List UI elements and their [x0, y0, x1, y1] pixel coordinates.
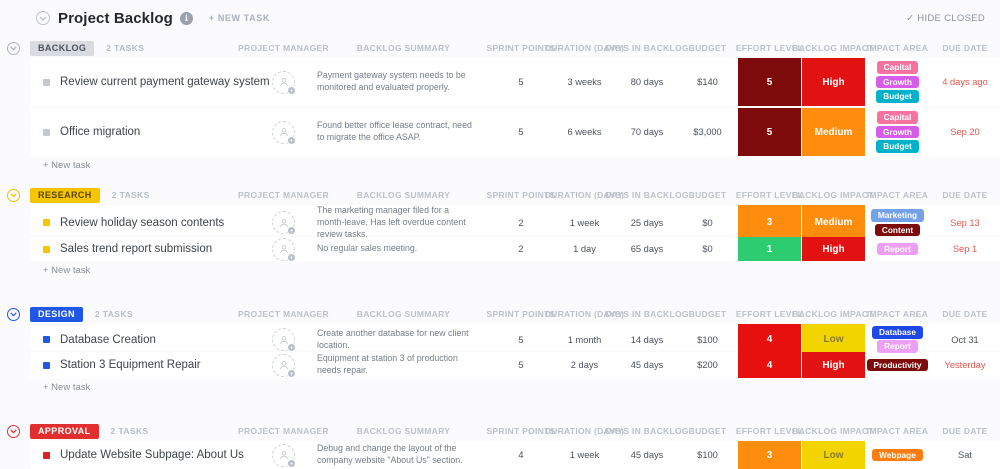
- impact-area-cell[interactable]: [865, 108, 930, 156]
- backlog-summary-cell[interactable]: Payment gateway system needs to be monitored and evaluated properly.: [317, 70, 466, 92]
- project-manager-cell[interactable]: [250, 324, 317, 355]
- effort-level-cell[interactable]: 4: [738, 352, 801, 378]
- backlog-impact-cell[interactable]: Medium: [801, 205, 865, 241]
- group-collapse-icon[interactable]: [7, 425, 20, 438]
- budget-cell[interactable]: $100: [697, 334, 718, 345]
- task-row[interactable]: [30, 205, 1000, 239]
- impact-area-tag[interactable]: Webpage: [872, 449, 923, 462]
- impact-area-tag[interactable]: Budget: [876, 90, 919, 103]
- backlog-impact-cell[interactable]: High: [801, 352, 865, 378]
- group-header: [30, 40, 1000, 56]
- task-name[interactable]: Database Creation: [60, 333, 156, 346]
- task-status-square[interactable]: [43, 246, 50, 253]
- impact-area-tag[interactable]: Report: [877, 243, 918, 256]
- column-header-project-manager[interactable]: PROJECT MANAGER: [238, 426, 329, 436]
- backlog-summary-cell[interactable]: Create another database for new client location.: [317, 327, 469, 350]
- impact-area-cell[interactable]: [865, 237, 930, 261]
- days-in-backlog-cell[interactable]: 80 days: [630, 77, 664, 87]
- add-task-link[interactable]: + New task: [43, 265, 91, 276]
- group-name-badge[interactable]: BACKLOG: [30, 41, 94, 56]
- column-header-effort-level[interactable]: EFFORT LEVEL: [735, 43, 804, 53]
- column-header-budget[interactable]: BUDGET: [688, 426, 727, 436]
- task-row[interactable]: [30, 108, 1000, 156]
- add-assignee-icon[interactable]: +: [287, 343, 296, 352]
- backlog-summary-cell[interactable]: Debug and change the layout of the company website "About Us" section.: [317, 443, 463, 465]
- page-title: Project Backlog: [58, 9, 173, 27]
- column-header-project-manager[interactable]: PROJECT MANAGER: [238, 309, 329, 319]
- group-header: [30, 187, 1000, 203]
- days-in-backlog-cell[interactable]: 25 days: [630, 217, 664, 228]
- task-name[interactable]: Office migration: [60, 126, 141, 138]
- column-header-days-in-backlog[interactable]: DAYS IN BACKLOG: [605, 190, 689, 200]
- project-manager-cell[interactable]: [250, 108, 317, 156]
- column-header-budget[interactable]: BUDGET: [688, 190, 727, 200]
- impact-area-tag[interactable]: Budget: [876, 140, 919, 153]
- column-header-budget[interactable]: BUDGET: [688, 309, 727, 319]
- column-header-backlog-impact[interactable]: BACKLOG IMPACT: [792, 426, 874, 436]
- sprint-points-cell[interactable]: 5: [518, 360, 524, 370]
- impact-area-cell[interactable]: [865, 58, 930, 106]
- effort-level-cell[interactable]: 5: [738, 58, 801, 106]
- assignee-avatar-placeholder[interactable]: [272, 354, 295, 377]
- effort-level-cell[interactable]: 4: [738, 324, 801, 355]
- backlog-impact-cell[interactable]: Medium: [801, 108, 865, 156]
- project-manager-cell[interactable]: [250, 58, 317, 106]
- budget-cell[interactable]: $3,000: [693, 127, 722, 137]
- group-name-badge[interactable]: DESIGN: [30, 307, 83, 322]
- impact-area-cell[interactable]: [865, 441, 930, 469]
- duration-cell[interactable]: 1 month: [567, 334, 602, 345]
- add-assignee-icon[interactable]: +: [287, 226, 296, 235]
- project-manager-cell[interactable]: [250, 205, 317, 241]
- due-date-cell[interactable]: Sep 1: [952, 244, 978, 254]
- group-header: [30, 306, 1000, 322]
- group-header: [30, 423, 1000, 439]
- sprint-points-cell[interactable]: 5: [518, 334, 524, 345]
- impact-area-tag[interactable]: Marketing: [871, 209, 924, 222]
- task-name-cell[interactable]: [30, 324, 250, 355]
- due-date-cell[interactable]: Yesterday: [944, 360, 986, 370]
- impact-area-cell[interactable]: [865, 324, 930, 355]
- task-status-square[interactable]: [43, 362, 50, 369]
- task-row[interactable]: [30, 441, 1000, 469]
- column-header-backlog-impact[interactable]: BACKLOG IMPACT: [792, 309, 874, 319]
- backlog-impact-cell[interactable]: High: [801, 58, 865, 106]
- new-task-button[interactable]: + NEW TASK: [208, 13, 270, 23]
- project-manager-cell[interactable]: [250, 441, 317, 469]
- group-approval: [30, 423, 1000, 469]
- impact-area-tag[interactable]: Content: [875, 224, 920, 237]
- column-header-duration[interactable]: DURATION (DAYS): [544, 43, 625, 53]
- list-collapse-icon[interactable]: [36, 11, 50, 25]
- column-header-duration[interactable]: DURATION (DAYS): [544, 426, 625, 436]
- add-assignee-icon[interactable]: +: [287, 86, 296, 95]
- budget-cell[interactable]: $0: [702, 217, 713, 228]
- sprint-points-cell[interactable]: 5: [518, 127, 524, 137]
- column-header-days-in-backlog[interactable]: DAYS IN BACKLOG: [605, 309, 689, 319]
- column-header-backlog-impact[interactable]: BACKLOG IMPACT: [792, 190, 874, 200]
- assignee-avatar-placeholder[interactable]: [272, 211, 295, 234]
- due-date-cell[interactable]: Sep 13: [950, 217, 980, 228]
- column-header-duration[interactable]: DURATION (DAYS): [544, 309, 625, 319]
- duration-cell[interactable]: 1 week: [569, 217, 600, 228]
- backlog-summary-cell[interactable]: The marketing manager filed for a month-leave. Has left overdue content review tasks.: [317, 205, 466, 239]
- task-name-cell[interactable]: [30, 108, 250, 156]
- task-status-square[interactable]: [43, 336, 50, 343]
- budget-cell[interactable]: $100: [697, 450, 718, 460]
- due-date-cell[interactable]: 4 days ago: [942, 77, 988, 87]
- column-header-backlog-summary[interactable]: BACKLOG SUMMARY: [356, 43, 451, 53]
- group-name-badge[interactable]: RESEARCH: [30, 188, 100, 203]
- add-task-link[interactable]: + New task: [43, 160, 91, 171]
- add-assignee-icon[interactable]: +: [287, 253, 296, 262]
- backlog-summary-cell[interactable]: Equipment at station 3 of production needs repair.: [317, 353, 458, 375]
- effort-level-cell[interactable]: 3: [738, 205, 801, 241]
- backlog-impact-cell[interactable]: Low: [801, 324, 865, 355]
- assignee-avatar-placeholder[interactable]: [272, 444, 295, 467]
- column-header-backlog-impact[interactable]: BACKLOG IMPACT: [792, 43, 874, 53]
- task-status-square[interactable]: [43, 452, 50, 459]
- budget-cell[interactable]: $0: [702, 244, 713, 254]
- group-collapse-icon[interactable]: [7, 189, 20, 202]
- impact-area-tag[interactable]: Capital: [877, 61, 919, 74]
- task-row[interactable]: [30, 58, 1000, 106]
- project-manager-cell[interactable]: [250, 352, 317, 378]
- task-status-square[interactable]: [43, 129, 50, 136]
- duration-cell[interactable]: 2 days: [570, 360, 599, 370]
- backlog-impact-cell[interactable]: Low: [801, 441, 865, 469]
- column-header-effort-level[interactable]: EFFORT LEVEL: [735, 309, 804, 319]
- impact-area-cell[interactable]: [865, 352, 930, 378]
- impact-area-tag[interactable]: Capital: [877, 111, 919, 124]
- column-header-backlog-summary[interactable]: BACKLOG SUMMARY: [356, 190, 451, 200]
- column-header-impact-area[interactable]: IMPACT AREA: [866, 190, 929, 200]
- add-task-link[interactable]: + New task: [43, 382, 91, 393]
- column-header-days-in-backlog[interactable]: DAYS IN BACKLOG: [605, 43, 689, 53]
- column-header-sprint-points[interactable]: SPRINT POINTS: [486, 426, 556, 436]
- column-header-due-date[interactable]: DUE DATE: [942, 190, 988, 200]
- add-assignee-icon[interactable]: +: [287, 369, 296, 378]
- column-header-sprint-points[interactable]: SPRINT POINTS: [486, 309, 556, 319]
- task-name-cell[interactable]: [30, 58, 270, 106]
- column-header-duration[interactable]: DURATION (DAYS): [544, 190, 625, 200]
- assignee-avatar-placeholder[interactable]: [272, 121, 295, 144]
- group-task-count: 2 TASKS: [94, 309, 133, 319]
- backlog-impact-cell[interactable]: High: [801, 237, 865, 261]
- due-date-cell[interactable]: Sep 20: [950, 127, 980, 137]
- group-task-count: 2 TASKS: [106, 43, 145, 53]
- group-task-count: 2 TASKS: [110, 426, 149, 436]
- task-status-square[interactable]: [43, 219, 50, 226]
- days-in-backlog-cell[interactable]: 45 days: [630, 450, 664, 460]
- group-design: [30, 306, 1000, 395]
- group-research: [30, 187, 1000, 278]
- task-row[interactable]: [30, 237, 1000, 261]
- column-header-project-manager[interactable]: PROJECT MANAGER: [238, 43, 329, 53]
- budget-cell[interactable]: $140: [697, 77, 718, 87]
- duration-cell[interactable]: 3 weeks: [567, 77, 602, 87]
- task-name[interactable]: Review holiday season contents: [60, 216, 225, 229]
- task-name-cell[interactable]: [30, 352, 250, 378]
- group-name-badge[interactable]: APPROVAL: [30, 424, 99, 439]
- assignee-avatar-placeholder[interactable]: [272, 238, 295, 261]
- info-icon[interactable]: i: [180, 12, 193, 25]
- column-header-effort-level[interactable]: EFFORT LEVEL: [735, 190, 804, 200]
- impact-area-cell[interactable]: [865, 205, 930, 241]
- effort-level-cell[interactable]: 3: [738, 441, 801, 469]
- add-assignee-icon[interactable]: +: [287, 136, 296, 145]
- days-in-backlog-cell[interactable]: 45 days: [630, 360, 664, 370]
- due-date-cell[interactable]: Sat: [958, 450, 972, 460]
- task-row[interactable]: [30, 352, 1000, 378]
- task-name-cell[interactable]: [30, 205, 250, 241]
- days-in-backlog-cell[interactable]: 65 days: [630, 244, 664, 254]
- column-header-due-date[interactable]: DUE DATE: [942, 426, 988, 436]
- column-header-impact-area[interactable]: IMPACT AREA: [866, 426, 929, 436]
- duration-cell[interactable]: 1 day: [573, 244, 596, 254]
- task-row[interactable]: [30, 324, 1000, 353]
- backlog-summary-cell[interactable]: Found better office lease contract, need to migrate the office ASAP.: [317, 120, 472, 142]
- assignee-avatar-placeholder[interactable]: [272, 328, 295, 351]
- effort-level-cell[interactable]: 1: [738, 237, 801, 261]
- column-header-sprint-points[interactable]: SPRINT POINTS: [486, 190, 556, 200]
- duration-cell[interactable]: 1 week: [569, 450, 600, 460]
- duration-cell[interactable]: 6 weeks: [567, 127, 602, 137]
- hide-closed-toggle[interactable]: ✓ HIDE CLOSED: [906, 12, 985, 24]
- project-manager-cell[interactable]: [250, 237, 317, 261]
- column-header-impact-area[interactable]: IMPACT AREA: [866, 309, 929, 319]
- impact-area-tag[interactable]: Report: [877, 340, 918, 353]
- due-date-cell[interactable]: Oct 31: [951, 334, 979, 345]
- column-header-sprint-points[interactable]: SPRINT POINTS: [486, 43, 556, 53]
- task-name[interactable]: Review current payment gateway system: [60, 76, 270, 88]
- group-collapse-icon[interactable]: [7, 308, 20, 321]
- task-name[interactable]: Station 3 Equipment Repair: [60, 359, 201, 371]
- column-header-effort-level[interactable]: EFFORT LEVEL: [735, 426, 804, 436]
- add-assignee-icon[interactable]: +: [287, 459, 296, 468]
- sprint-points-cell[interactable]: 2: [518, 217, 524, 228]
- sprint-points-cell[interactable]: 5: [518, 77, 524, 87]
- task-name-cell[interactable]: [30, 237, 250, 261]
- assignee-avatar-placeholder[interactable]: [272, 71, 295, 94]
- group-task-count: 2 TASKS: [111, 190, 150, 200]
- column-header-due-date[interactable]: DUE DATE: [942, 309, 988, 319]
- days-in-backlog-cell[interactable]: 14 days: [630, 334, 664, 345]
- impact-area-tag[interactable]: Growth: [876, 76, 919, 89]
- column-header-backlog-summary[interactable]: BACKLOG SUMMARY: [356, 426, 451, 436]
- effort-level-cell[interactable]: 5: [738, 108, 801, 156]
- column-header-days-in-backlog[interactable]: DAYS IN BACKLOG: [605, 426, 689, 436]
- impact-area-tag[interactable]: Growth: [876, 126, 919, 139]
- column-header-project-manager[interactable]: PROJECT MANAGER: [238, 190, 329, 200]
- impact-area-tag[interactable]: Productivity: [867, 359, 929, 372]
- column-header-due-date[interactable]: DUE DATE: [942, 43, 988, 53]
- column-header-impact-area[interactable]: IMPACT AREA: [866, 43, 929, 53]
- impact-area-tag[interactable]: Database: [872, 326, 923, 339]
- backlog-list: [0, 30, 1000, 469]
- task-name-cell[interactable]: [30, 441, 250, 469]
- task-status-square[interactable]: [43, 79, 50, 86]
- backlog-summary-cell[interactable]: No regular sales meeting.: [317, 243, 418, 254]
- task-name[interactable]: Sales trend report submission: [60, 243, 213, 255]
- task-name[interactable]: Update Website Subpage: About Us: [60, 449, 244, 461]
- column-header-budget[interactable]: BUDGET: [688, 43, 727, 53]
- days-in-backlog-cell[interactable]: 70 days: [630, 127, 664, 137]
- group-backlog: [30, 40, 1000, 173]
- sprint-points-cell[interactable]: 4: [518, 450, 524, 460]
- budget-cell[interactable]: $200: [697, 360, 718, 370]
- group-collapse-icon[interactable]: [7, 42, 20, 55]
- page-header: [0, 0, 1000, 30]
- sprint-points-cell[interactable]: 2: [518, 244, 524, 254]
- column-header-backlog-summary[interactable]: BACKLOG SUMMARY: [356, 309, 451, 319]
